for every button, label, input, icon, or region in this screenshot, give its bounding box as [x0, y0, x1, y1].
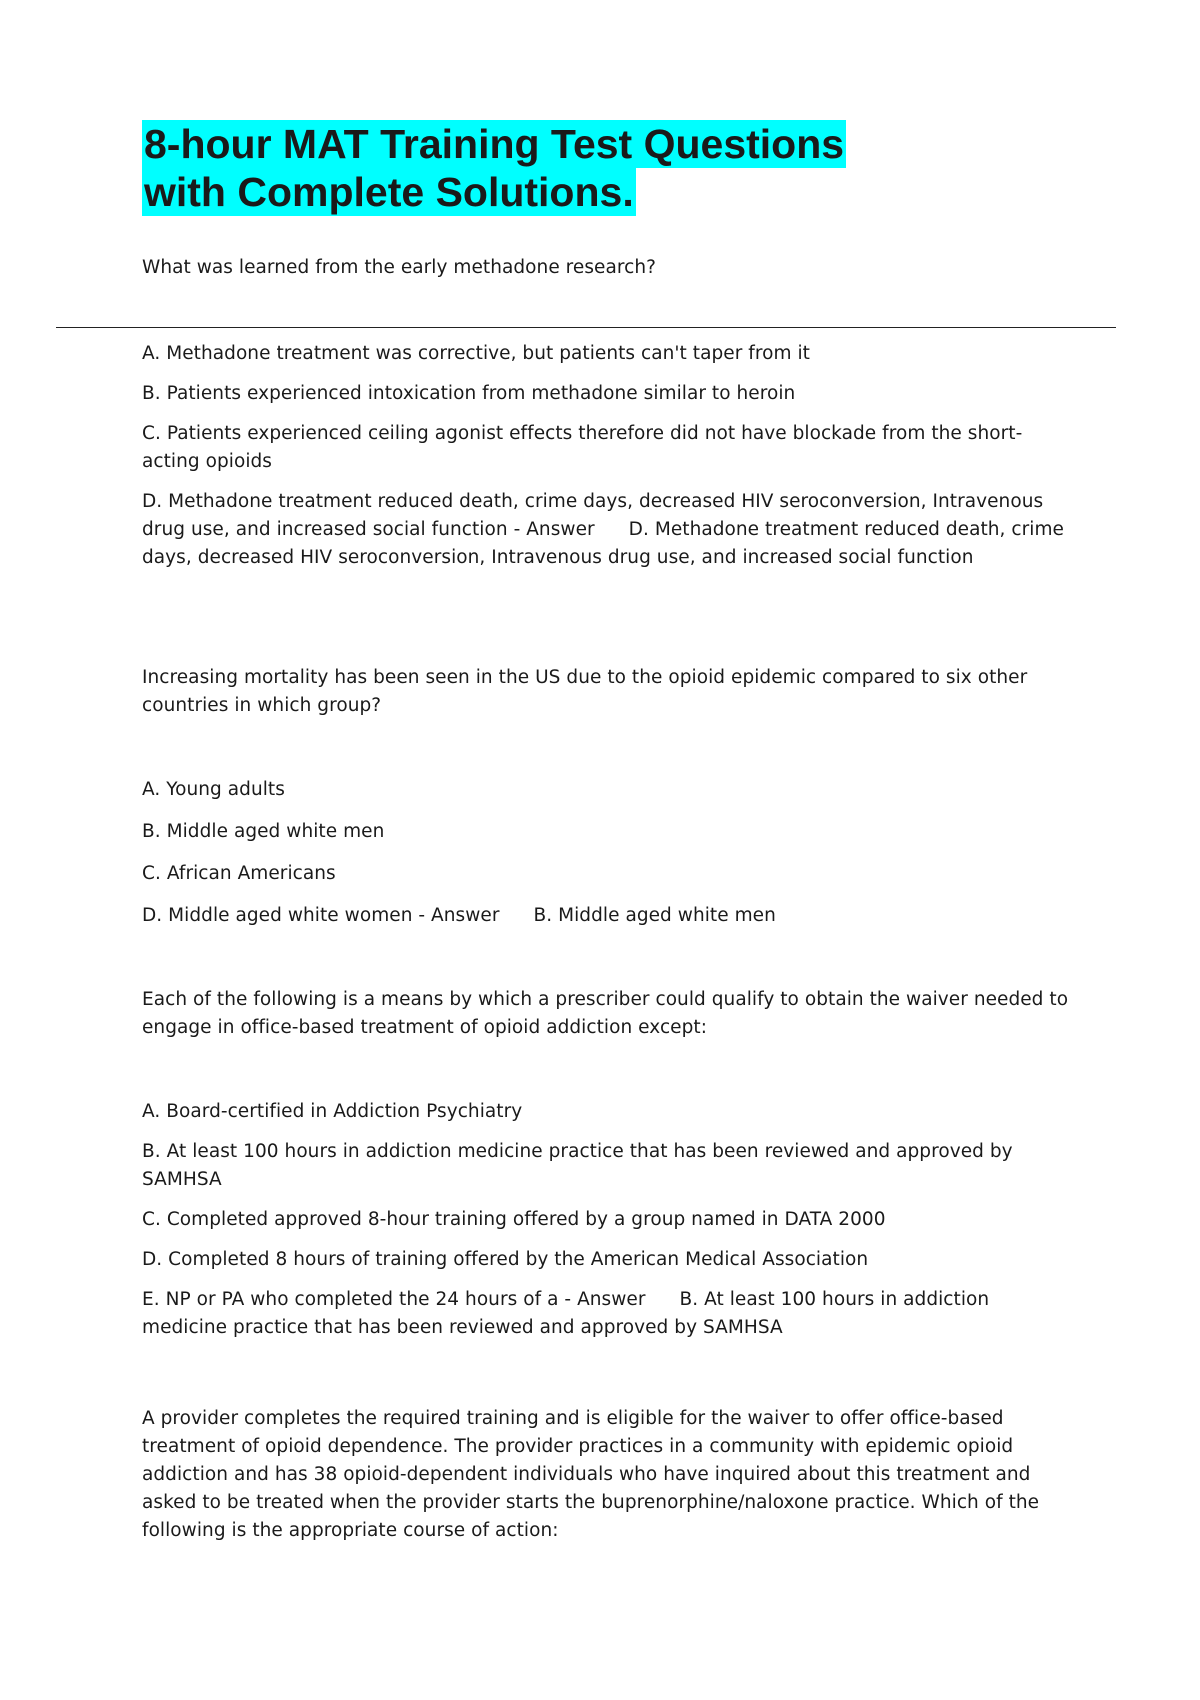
question-text: Each of the following is a means by which a prescriber could qualify to obtain the waiver needed to engage in office-based treatment of opioid addiction except:	[142, 989, 1069, 1038]
horizontal-divider	[56, 327, 1116, 328]
option-a: A. Young adults	[142, 779, 285, 800]
option-a: A. Methadone treatment was corrective, but patients can't taper from it	[142, 343, 810, 364]
option-c: C. African Americans	[142, 863, 336, 884]
question-text: Increasing mortality has been seen in the US due to the opioid epidemic compared to six other countries in which group?	[142, 667, 1028, 716]
question-2	[142, 664, 1072, 720]
answer-text: B. Middle aged white men	[533, 905, 776, 926]
option-b: B. Middle aged white men	[142, 821, 385, 842]
question-2-options	[142, 776, 1072, 930]
question-text: A provider completes the required training and is eligible for the waiver to offer office-based treatment of opioid dependence. The provider practices in a community with epidemic opioid addiction and has 38 opioid-dependent individuals who have inquired about this treatment and asked to be treated when the provider starts the buprenorphine/naloxone practice. Which of the following is the appropriate course of action:	[142, 1408, 1040, 1541]
question-1	[142, 254, 1072, 282]
option-a: A. Board-certified in Addiction Psychiatry	[142, 1101, 523, 1122]
question-3-options	[142, 1098, 1072, 1342]
answer-text: D. Methadone treatment reduced death, crime days, decreased HIV seroconversion, Intravenous drug use, and increased social function	[142, 519, 1064, 568]
question-3	[142, 986, 1072, 1042]
question-1-options	[142, 340, 1072, 572]
question-text: What was learned from the early methadone research?	[142, 257, 656, 278]
option-d: D. Completed 8 hours of training offered by the American Medical Association	[142, 1249, 869, 1270]
option-e: E. NP or PA who completed the 24 hours of a - Answer	[142, 1289, 646, 1310]
document-title	[142, 120, 1042, 216]
answer-text: B. At least 100 hours in addiction medicine practice that has been reviewed and approved by SAMHSA	[142, 1289, 990, 1338]
question-4	[142, 1405, 1072, 1545]
option-e-with-answer	[142, 1286, 1072, 1342]
option-d: D. Middle aged white women - Answer	[142, 905, 500, 926]
option-c: C. Completed approved 8-hour training offered by a group named in DATA 2000	[142, 1209, 886, 1230]
title-line-1: 8-hour MAT Training Test Questions	[144, 121, 845, 167]
option-b: B. Patients experienced intoxication from methadone similar to heroin	[142, 383, 796, 404]
option-d-with-answer	[142, 488, 1072, 572]
option-d: D. Methadone treatment reduced death, crime days, decreased HIV seroconversion, Intravenous drug use, and increased social function - Answer	[142, 491, 1044, 540]
option-d-with-answer	[142, 902, 1072, 930]
option-b: B. At least 100 hours in addiction medicine practice that has been reviewed and approved by SAMHSA	[142, 1141, 1013, 1190]
title-line-2: with Complete Solutions.	[144, 169, 634, 215]
option-c: C. Patients experienced ceiling agonist effects therefore did not have blockade from the short-acting opioids	[142, 423, 1023, 472]
